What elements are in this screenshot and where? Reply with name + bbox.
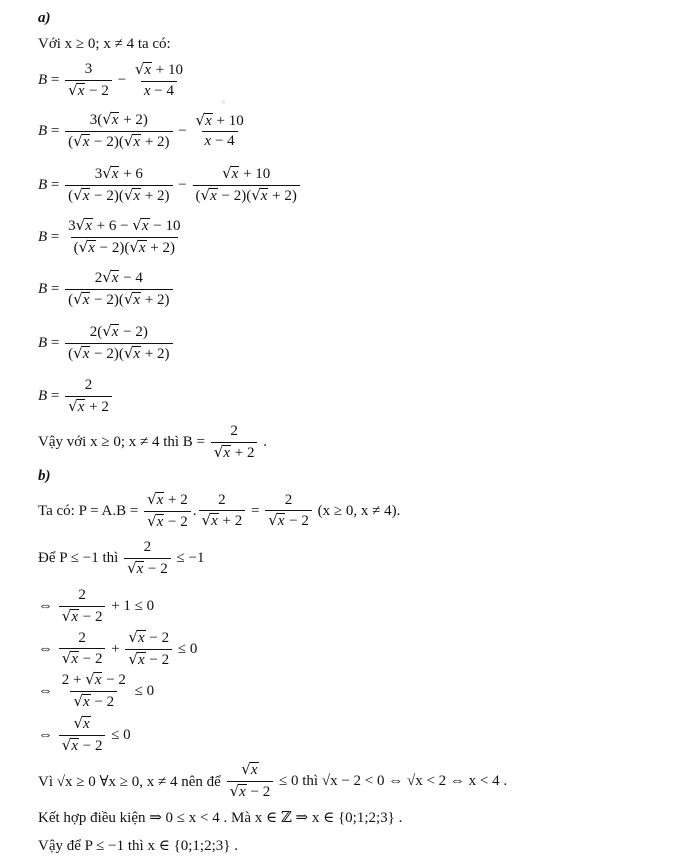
vi-prefix-text: Vì √x ≥ 0 ∀x ≥ 0, x ≠ 4 nên để <box>38 773 221 790</box>
part-b-final: Vậy để P ≤ −1 thì x ∈ {0;1;2;3} . <box>38 838 238 854</box>
equivalence-step-1: ⇔ 2 √ x − 2 + 1 ≤ 0 <box>38 587 155 625</box>
conclusion-text: Vậy với x ≥ 0; x ≠ 4 thì B = <box>38 434 206 451</box>
part-b-reasoning: Vì √x ≥ 0 ∀x ≥ 0, x ≠ 4 nên để √ x √ x − 2 ≤ 0 thì √x − 2 < 0 ⇔ √x < 2 ⇔ x < 4 . <box>38 760 508 800</box>
equivalence-step-3: ⇔ 2 + √ x − 2 √ x − 2 ≤ 0 <box>38 670 155 710</box>
equivalence-step-2: ⇔ 2 √ x − 2 + √ x − 2 √ x − 2 ≤ 0 <box>38 628 198 668</box>
equation-step-2: B = 3( √ x + 2) ( √ x − 2)( √ x + 2) − √ x + 10 x − 4 <box>38 110 244 150</box>
p-lead-text: Ta có: P = A.B = <box>38 502 139 519</box>
part-a-conclusion: Vậy với x ≥ 0; x ≠ 4 thì B = 2 √ x + 2 . <box>38 423 267 461</box>
equation-step-1: B = 3 √ x − 2 − √ x + 10 x − 4 <box>38 60 184 99</box>
vi-suffix-text: ≤ 0 thì √x − 2 < 0 ⇔ √x < 2 ⇔ x < 4 . <box>279 772 508 789</box>
de-text: Để P ≤ −1 thì <box>38 550 119 567</box>
part-b-p-expression: Ta có: P = A.B = √ x + 2 √ x − 2 . 2 √ x + 2 = 2 √ x − 2 (x ≥ 0, x ≠ 4). <box>38 490 401 530</box>
watermark-mark: • <box>216 94 233 112</box>
equation-step-4: B = 3 √ x + 6 − √ x − 10 ( √ x − 2)( √ x + 2) <box>38 216 181 256</box>
condition-text: (x ≥ 0, x ≠ 4). <box>317 502 401 519</box>
part-a-label: a) <box>38 10 51 26</box>
equivalence-step-4: ⇔ √ x √ x − 2 ≤ 0 <box>38 714 131 754</box>
part-a-intro: Với x ≥ 0; x ≠ 4 ta có: <box>38 36 171 52</box>
equation-step-7: B = 2 √ x + 2 <box>38 378 114 416</box>
equation-step-6: B = 2( √ x − 2) ( √ x − 2)( √ x + 2) <box>38 324 175 363</box>
part-b-inequality: Để P ≤ −1 thì 2 √ x − 2 ≤ −1 <box>38 539 205 577</box>
equation-step-5: B = 2 √ x − 4 ( √ x − 2)( √ x + 2) <box>38 270 175 309</box>
part-b-label: b) <box>38 468 51 484</box>
equation-step-3: B = 3 √ x + 6 ( √ x − 2)( √ x + 2) − √ x + 10 ( √ x − 2)( √ x + 2) <box>38 166 302 205</box>
part-b-combine: Kết hợp điều kiện ⇒ 0 ≤ x < 4 . Mà x ∈ ℤ ⇒ x ∈ {0;1;2;3} . <box>38 810 403 826</box>
